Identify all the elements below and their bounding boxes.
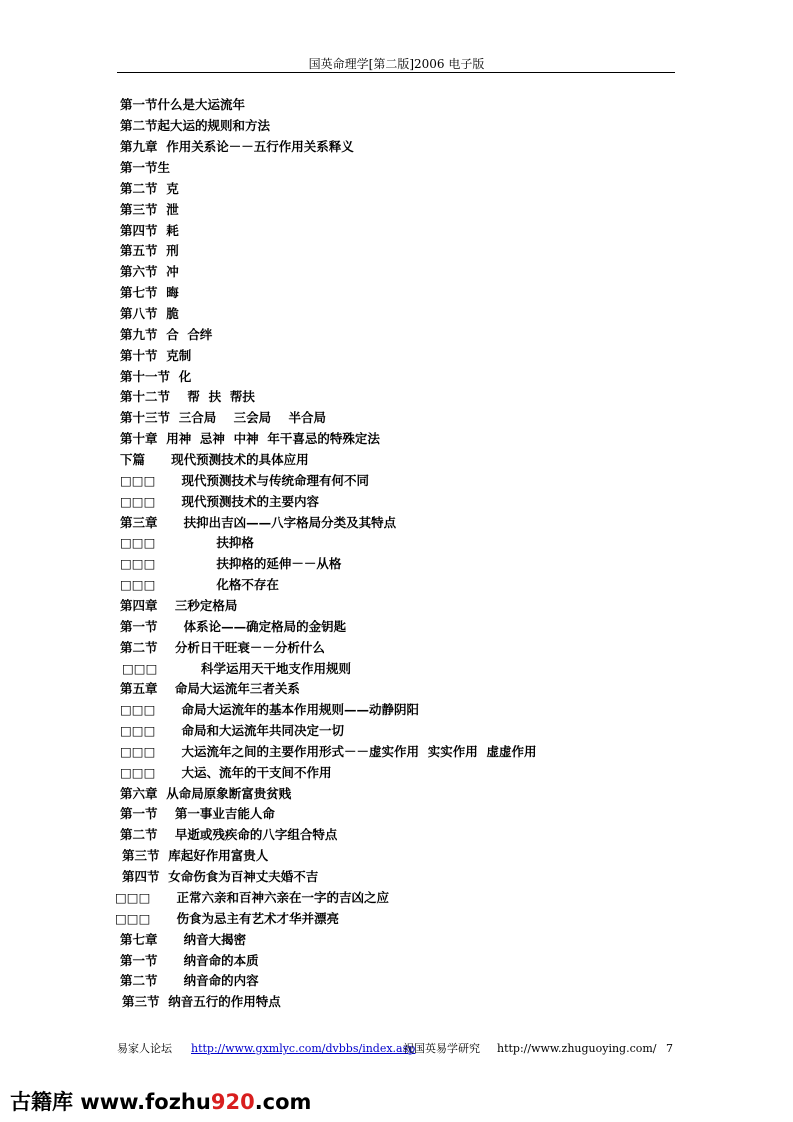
toc-line: 第二节 克 <box>120 181 179 196</box>
toc-line: 第三节 纳音五行的作用特点 <box>122 994 281 1009</box>
toc-line: 第六章 从命局原象断富贵贫贱 <box>120 786 292 801</box>
toc-line: □□□ 扶抑格 <box>120 535 254 550</box>
toc-line: 第四节 耗 <box>120 223 179 238</box>
footer-research-label: 祝国英易学研究 <box>403 1042 480 1055</box>
toc-line: 第一节生 <box>120 160 171 175</box>
watermark-suffix: .com <box>254 1090 312 1114</box>
toc-line: □□□ 现代预测技术的主要内容 <box>120 494 320 509</box>
toc-line: 第一节什么是大运流年 <box>120 97 246 112</box>
toc-line: 第一节 体系论——确定格局的金钥匙 <box>120 619 347 634</box>
toc-line: 第九节 合 合绊 <box>120 327 213 342</box>
toc-line: □□□ 大运、流年的干支间不作用 <box>120 765 332 780</box>
toc-line: □□□ 科学运用天干地支作用规则 <box>122 661 351 676</box>
watermark-number: 920 <box>210 1090 255 1114</box>
toc-line: 第八节 脆 <box>120 306 179 321</box>
toc-line: □□□ 命局大运流年的基本作用规则——动静阴阳 <box>120 702 420 717</box>
toc-line: 第二节 纳音命的内容 <box>120 973 259 988</box>
toc-line: 第三节 库起好作用富贵人 <box>122 848 269 863</box>
watermark-prefix: 古籍库 www.fozhu <box>10 1090 211 1114</box>
page-footer <box>117 1041 677 1057</box>
toc-line: 第三节 泄 <box>120 202 179 217</box>
toc-line: 第十章 用神 忌神 中神 年干喜忌的特殊定法 <box>120 431 380 446</box>
toc-line: 第一节 第一事业吉能人命 <box>120 806 275 821</box>
toc-line: 第十一节 化 <box>120 369 192 384</box>
toc-line: □□□ 化格不存在 <box>120 577 279 592</box>
toc-line: □□□ 现代预测技术与传统命理有何不同 <box>120 473 370 488</box>
toc-line: 第十二节 帮 扶 帮扶 <box>120 389 255 404</box>
page-number: 7 <box>666 1042 673 1055</box>
toc-line: 第九章 作用关系论－－五行作用关系释义 <box>120 139 354 154</box>
toc-line: □□□ 伤食为忌主有艺术才华并漂亮 <box>115 911 340 926</box>
toc-line: 第十三节 三合局 三会局 半合局 <box>120 410 327 425</box>
toc-line: 下篇 现代预测技术的具体应用 <box>120 452 309 467</box>
toc-line: □□□ 命局和大运流年共同决定一切 <box>120 723 345 738</box>
toc-line: 第七章 纳音大揭密 <box>120 932 247 947</box>
toc-line: □□□ 正常六亲和百神六亲在一字的吉凶之应 <box>115 890 390 905</box>
toc-line: 第四章 三秒定格局 <box>120 598 238 613</box>
toc-line: 第七节 晦 <box>120 285 179 300</box>
toc-line: 第六节 冲 <box>120 264 179 279</box>
header-rule <box>117 72 675 73</box>
footer-forum-link[interactable]: http://www.gxmlyc.com/dvbbs/index.asp <box>191 1042 416 1055</box>
toc-line: 第二节 分析日干旺衰－－分析什么 <box>120 640 325 655</box>
toc-line: 第一节 纳音命的本质 <box>120 953 259 968</box>
toc-line: 第四节 女命伤食为百神丈夫婚不吉 <box>122 869 319 884</box>
toc-line: 第三章 扶抑出吉凶——八字格局分类及其特点 <box>120 515 397 530</box>
footer-research-url: http://www.zhuguoying.com/ <box>497 1042 657 1055</box>
toc-line: 第五章 命局大运流年三者关系 <box>120 681 300 696</box>
toc-line: 第二节起大运的规则和方法 <box>120 118 271 133</box>
footer-forum-label: 易家人论坛 <box>117 1042 172 1055</box>
toc-line: 第二节 早逝或残疾命的八字组合特点 <box>120 827 338 842</box>
page-header-title: 国英命理学[第二版]2006 电子版 <box>308 57 485 71</box>
toc-line: 第五节 刑 <box>120 243 179 258</box>
site-watermark <box>10 1086 311 1118</box>
toc-line: □□□ 扶抑格的延伸－－从格 <box>120 556 342 571</box>
toc-line: 第十节 克制 <box>120 348 192 363</box>
toc-line: □□□ 大运流年之间的主要作用形式－－虚实作用 实实作用 虚虚作用 <box>120 744 537 759</box>
